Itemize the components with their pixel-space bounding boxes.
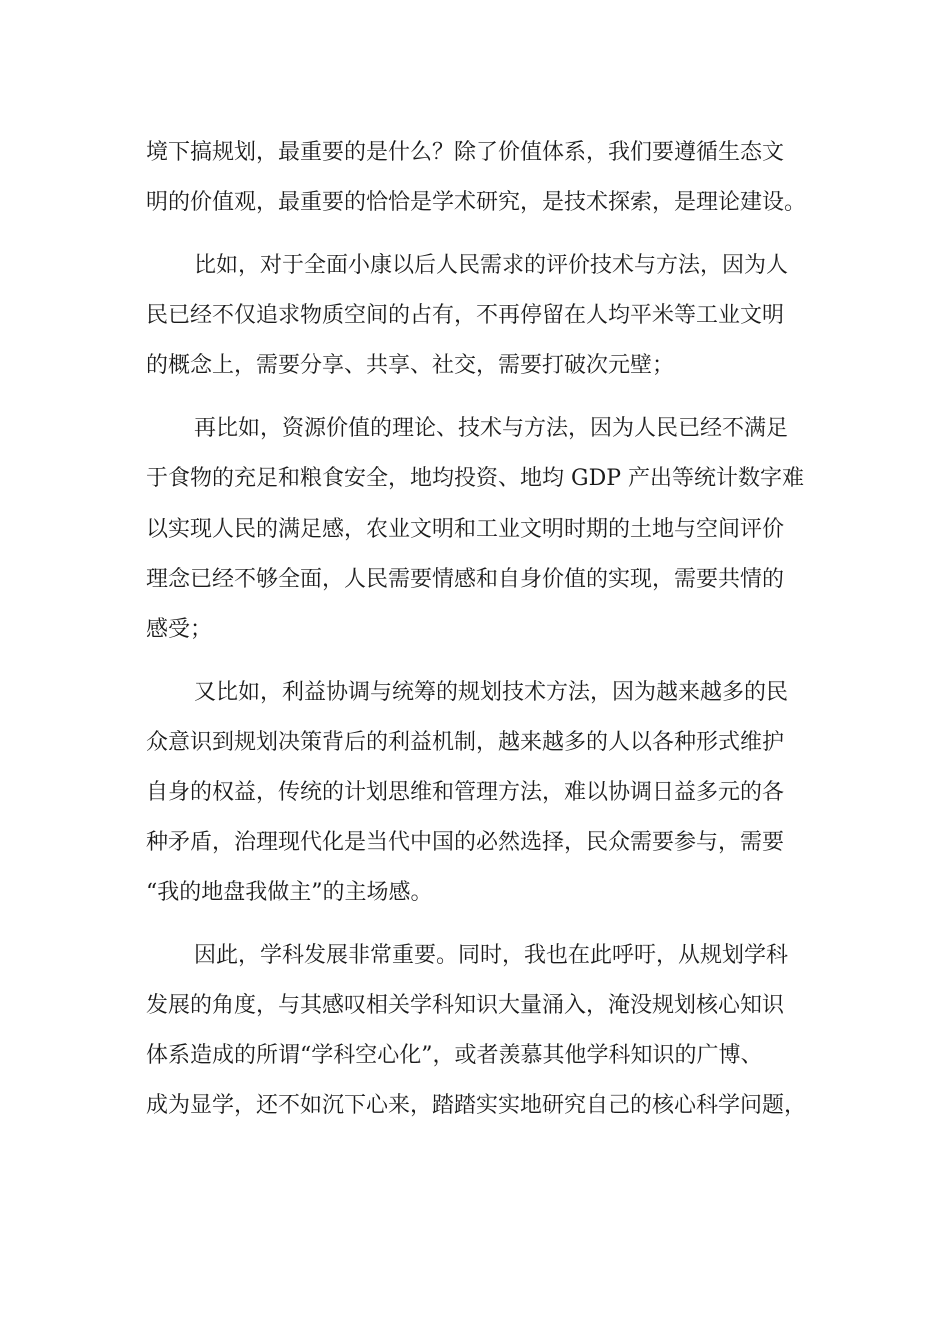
paragraph-1-line-2: 明的价值观，最重要的恰恰是学术研究，是技术探索，是理论建设。 (146, 190, 807, 215)
paragraph-4-line-5: “我的地盘我做主”的主场感。 (146, 880, 433, 905)
paragraph-3-line-2: 于食物的充足和粮食安全，地均投资、地均 GDP 产出等统计数字难 (146, 466, 805, 491)
paragraph-2-line-1: 比如，对于全面小康以后人民需求的评价技术与方法，因为人 (194, 253, 789, 278)
paragraph-4-line-2: 众意识到规划决策背后的利益机制，越来越多的人以各种形式维护 (146, 730, 785, 755)
paragraph-4-line-4: 种矛盾，治理现代化是当代中国的必然选择，民众需要参与，需要 (146, 830, 785, 855)
paragraph-3-line-1: 再比如，资源价值的理论、技术与方法，因为人民已经不满足 (194, 416, 789, 441)
paragraph-5-line-3: 体系造成的所谓“学科空心化”，或者羡慕其他学科知识的广博、 (146, 1043, 763, 1068)
paragraph-3-line-3: 以实现人民的满足感，农业文明和工业文明时期的土地与空间评价 (146, 517, 785, 542)
paragraph-5-line-2: 发展的角度，与其感叹相关学科知识大量涌入，淹没规划核心知识 (146, 993, 785, 1018)
paragraph-3-line-5: 感受； (146, 617, 213, 642)
paragraph-5-line-1: 因此，学科发展非常重要。同时，我也在此呼吁，从规划学科 (194, 943, 789, 968)
paragraph-4-line-1: 又比如，利益协调与统筹的规划技术方法，因为越来越多的民 (194, 680, 789, 705)
paragraph-4-line-3: 自身的权益，传统的计划思维和管理方法，难以协调日益多元的各 (146, 780, 785, 805)
paragraph-5-line-4: 成为显学，还不如沉下心来，踏踏实实地研究自己的核心科学问题， (146, 1093, 807, 1118)
paragraph-3-line-4: 理念已经不够全面，人民需要情感和自身价值的实现，需要共情的 (146, 567, 785, 592)
paragraph-1-line-1: 境下搞规划，最重要的是什么？除了价值体系，我们要遵循生态文 (146, 140, 785, 165)
paragraph-2-line-3: 的概念上，需要分享、共享、社交，需要打破次元壁； (146, 353, 675, 378)
paragraph-2-line-2: 民已经不仅追求物质空间的占有，不再停留在人均平米等工业文明 (146, 303, 785, 328)
